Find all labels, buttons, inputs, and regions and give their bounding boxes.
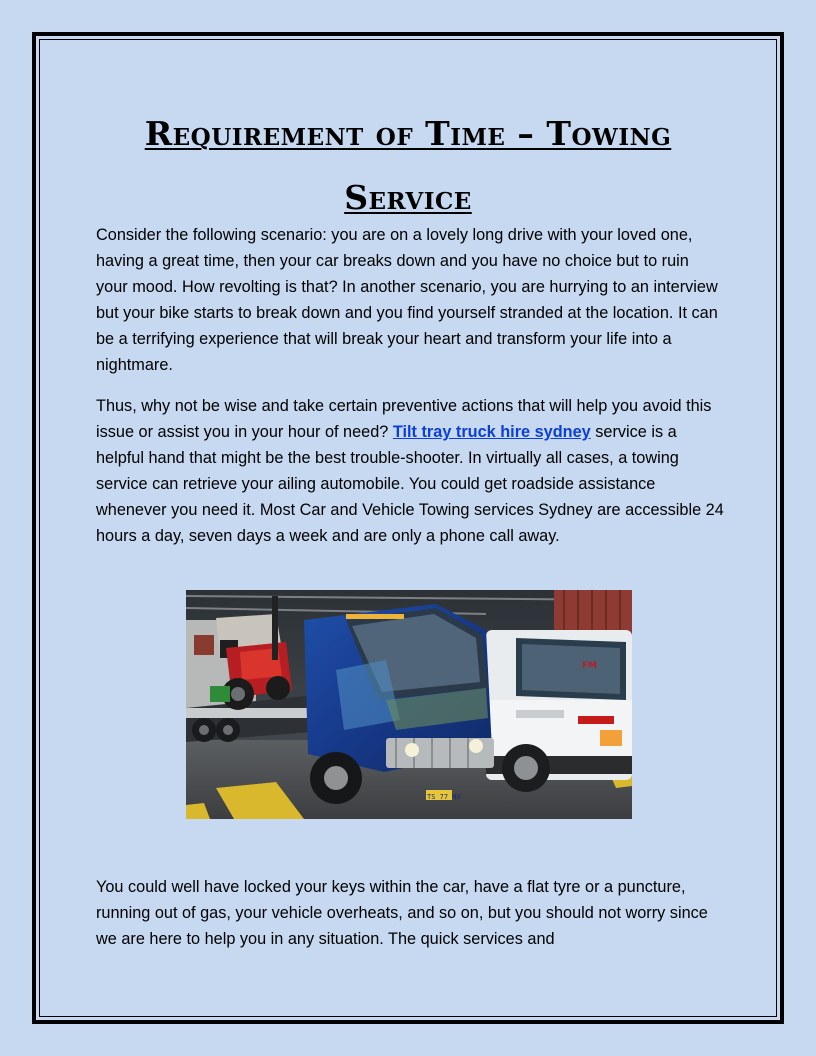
number-plate-text: TS 77 NX bbox=[427, 793, 461, 801]
svg-text:FM: FM bbox=[582, 661, 598, 671]
paragraph-intro: Consider the following scenario: you are on a lovely long drive with your loved one, having a great time, then your car breaks down and you have no choice but to ruin your mood. How revolting is that? In another scenario, you are hurrying to an interview but your bike starts to break down and you find yourself stranded at the location. It can be a terrifying experience that will break your heart and transform your life into a nightmare. bbox=[96, 226, 718, 374]
paragraph-service-text-before: Thus, why not be wise and take certain preventive actions that will help you avoid this issue or assist you in your hour of need? bbox=[96, 397, 712, 441]
white-truck bbox=[486, 630, 632, 792]
paragraph-service-text-after: service is a helpful hand that might be the best trouble-shooter. In virtually all cases, a towing service can retrieve your ailing automobile. You could get roadside assistance whenever you need it. Most Car and Vehicle Towing services Sydney are accessible 24 hours a day, seven days a week and are only a phone call away. bbox=[96, 423, 724, 545]
paragraph-service bbox=[96, 393, 724, 549]
document-title: Requirement of Time – Towing Service bbox=[144, 114, 672, 217]
paragraph-help: You could well have locked your keys within the car, have a flat tyre or a puncture, running out of gas, your vehicle overheats, and so on, but you should not worry since we are here to help you in any situation. The quick services and bbox=[96, 878, 708, 948]
tilt-tray-truck-hire-link[interactable]: Tilt tray truck hire sydney bbox=[392, 423, 591, 441]
tow-truck-photo bbox=[186, 590, 632, 819]
